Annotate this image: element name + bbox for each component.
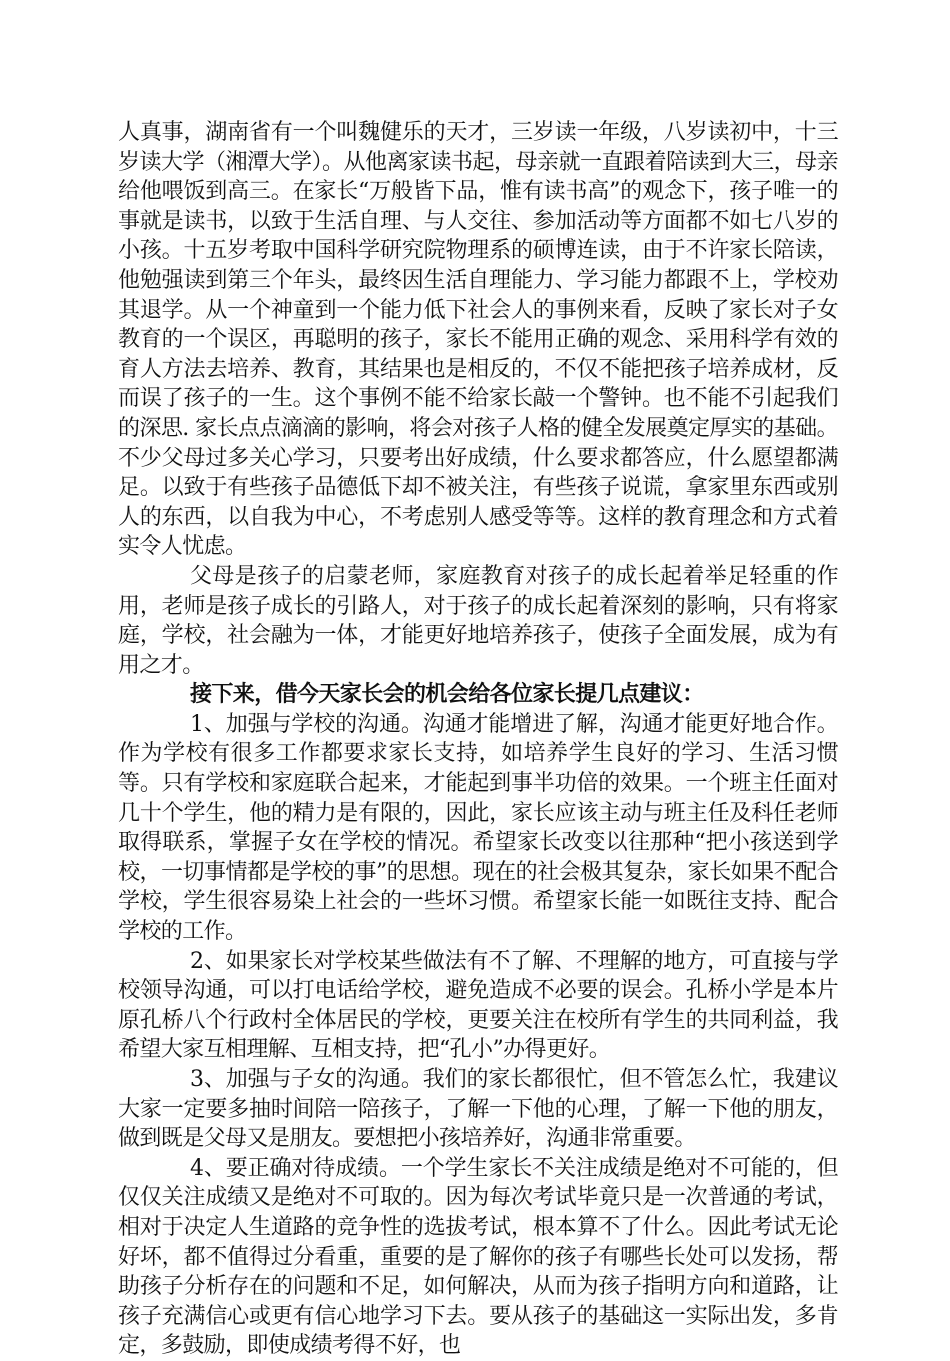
suggestions-heading: 接下来，借今天家长会的机会给各位家长提几点建议： <box>190 681 704 708</box>
paragraph-story-continuation: 人真事，湖南省有一个叫魏健乐的天才，三岁读一年级，八岁读初中，十三岁读大学（湘潭大学）。从他离家读书起，母亲就一直跟着陪读到大三，母亲给他喂饭到高三。在家长“万般皆下品，惟有读书高”的观念下，孩子唯一的事就是读书，以致于生活自理、与人交往、参加活动等方面都不如七八岁的小孩。十五岁考取中国科学研究院物理系的硕博连读，由于不许家长陪读，他勉强读到第三个年头，最终因生活自理能力、学习能力都跟不上，学校劝其退学。从一个神童到一个能力低下社会人的事例来看，反映了家长对子女教育的一个误区，再聪明的孩子，家长不能用正确的观念、采用科学有效的育人方法去培养、教育，其结果也是相反的，不仅不能把孩子培养成材，反而误了孩子的一生。这个事例不能不给家长敲一个警钟。也不能不引起我们的深思. 家长点点滴滴的影响，将会对孩子人格的健全发展奠定厚实的基础。不少父母过多关心学习，只要考出好成绩，什么要求都答应，什么愿望都满足。以致于有些孩子品德低下却不被关注，有些孩子说谎，拿家里东西或别人的东西，以自我为中心，不考虑别人感受等等。这样的教育理念和方式着实令人忧虑。 <box>118 120 838 560</box>
paragraph-parents-role: 父母是孩子的启蒙老师，家庭教育对孩子的成长起着举足轻重的作用，老师是孩子成长的引路人，对于孩子的成长起着深刻的影响，只有将家庭，学校，社会融为一体，才能更好地培养孩子，使孩子全面发展，成为有用之才。 <box>118 563 838 678</box>
suggestion-4-paragraph: 4、要正确对待成绩。一个学生家长不关注成绩是绝对不可能的，但仅仅关注成绩又是绝对不可取的。因为每次考试毕竟只是一次普通的考试，相对于决定人生道路的竞争性的选拔考试，根本算不了什么。因此考试无论好坏，都不值得过分看重，重要的是了解你的孩子有哪些长处可以发扬，帮助孩子分析存在的问题和不足，如何解决，从而为孩子指明方向和道路，让孩子充满信心或更有信心地学习下去。要从孩子的基础这一实际出发，多肯定，多鼓励，即使成绩考得不好，也 <box>118 1155 838 1359</box>
suggestion-1-paragraph: 1、加强与学校的沟通。沟通才能增进了解，沟通才能更好地合作。作为学校有很多工作都要求家长支持，如培养学生良好的学习、生活习惯等。只有学校和家庭联合起来，才能起到事半功倍的效果。一个班主任面对几十个学生，他的精力是有限的，因此，家长应该主动与班主任及科任老师取得联系，掌握子女在学校的情况。希望家长改变以往那种“把小孩送到学校，一切事情都是学校的事”的思想。现在的社会极其复杂，家长如果不配合学校，学生很容易染上社会的一些坏习惯。希望家长能一如既往支持、配合学校的工作。 <box>118 711 838 945</box>
suggestion-2-paragraph: 2、如果家长对学校某些做法有不了解、不理解的地方，可直接与学校领导沟通，可以打电话给学校，避免造成不必要的误会。孔桥小学是本片原孔桥八个行政村全体居民的学校，更要关注在校所有学生的共同利益，我希望大家互相理解、互相支持，把“孔小”办得更好。 <box>118 948 838 1063</box>
document-page <box>118 118 838 1361</box>
suggestion-3-paragraph: 3、加强与子女的沟通。我们的家长都很忙，但不管怎么忙，我建议大家一定要多抽时间陪一陪孩子，了解一下他的心理，了解一下他的朋友，做到既是父母又是朋友。要想把小孩培养好，沟通非常重要。 <box>118 1067 838 1152</box>
